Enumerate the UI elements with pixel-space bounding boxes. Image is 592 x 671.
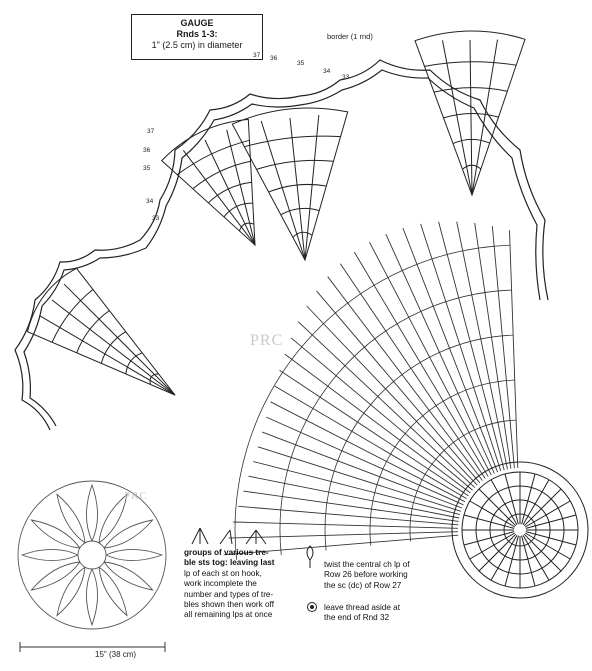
thumbnail-petal	[99, 494, 127, 543]
row-number-left: 33	[152, 215, 160, 222]
thumbnail-center	[78, 541, 106, 569]
stitch-spoke	[354, 252, 488, 477]
size-label: 15" (38 cm)	[95, 650, 137, 659]
row-number-top: 35	[297, 60, 305, 67]
watermark-flower: PRC	[124, 490, 148, 502]
round-arc	[410, 420, 516, 541]
stitch-spoke	[229, 532, 459, 538]
legend-groups-line: all remaining lps at once	[184, 610, 273, 620]
border-label: border (1 rnd)	[327, 32, 373, 41]
size-dimension-line	[20, 642, 165, 652]
pineapple-mesh-line	[470, 40, 472, 195]
row-number-top: 34	[323, 68, 331, 75]
round-arc	[280, 290, 512, 555]
watermark-center: PRC	[250, 332, 284, 349]
stitch-spoke	[492, 226, 514, 468]
gauge-title: GAUGE	[180, 18, 214, 28]
stitch-spoke	[328, 277, 483, 481]
legend-twist-line: the sc (dc) of Row 27	[324, 580, 402, 590]
legend-leave-line: leave thread aside at	[324, 603, 401, 612]
round-arc	[370, 380, 515, 546]
gauge-diameter: 1" (2.5 cm) in diameter	[151, 40, 243, 50]
stitch-spoke	[266, 417, 463, 505]
thumbnail-petal	[86, 569, 97, 625]
fan-stitch-spokes	[224, 222, 518, 555]
legend-groups-line: number and types of tre-	[184, 589, 274, 599]
stitch-spoke	[258, 447, 461, 512]
thumbnail-petal	[22, 549, 78, 560]
stitch-spoke	[340, 264, 485, 479]
legend-twist-line: twist the central ch lp of	[324, 560, 410, 569]
fan-stitch-arcs	[235, 245, 516, 560]
legend-leave	[324, 603, 452, 624]
thumbnail-petal	[31, 562, 80, 590]
gauge-rounds: Rnds 1-3:	[176, 29, 218, 39]
legend-groups-line: bles shown then work off	[184, 600, 274, 610]
thumbnail-petal	[99, 567, 127, 616]
stitch-spoke	[298, 322, 475, 488]
thumbnail-petal	[31, 520, 80, 548]
legend-twist-line: Row 26 before working	[324, 570, 408, 580]
legend-groups-line: lp of each st on hook,	[184, 568, 262, 578]
pineapple-mesh-line	[472, 40, 498, 195]
stitch-spoke	[280, 370, 469, 496]
row-number-top: 37	[253, 52, 261, 59]
row-number-left: 34	[146, 198, 154, 205]
row-number-top: 36	[270, 55, 278, 62]
thumbnail-outline	[18, 481, 166, 629]
stitch-spoke	[307, 306, 478, 485]
stitch-spoke	[475, 223, 511, 469]
stitch-spoke	[233, 522, 458, 528]
treble-group-icon	[192, 528, 208, 544]
pineapple-outline	[28, 268, 176, 395]
round-arc	[325, 335, 513, 550]
stitch-spoke	[291, 338, 473, 490]
doily-thumbnail	[18, 481, 166, 629]
thumbnail-petal	[86, 485, 97, 541]
pineapple-mesh-line	[52, 300, 175, 395]
legend-twist	[324, 560, 452, 591]
treble-group-icon	[220, 530, 232, 544]
thumbnail-petal	[57, 567, 85, 616]
thumbnail-petal	[104, 562, 153, 590]
legend-groups	[184, 548, 314, 621]
legend-leave-line: the end of Rnd 32	[324, 613, 390, 623]
center-circle	[452, 462, 588, 598]
row-number-left: 35	[143, 165, 151, 172]
stitch-spoke	[421, 224, 501, 471]
thumbnail-petal	[57, 494, 85, 543]
thumbnail-petal	[104, 520, 153, 548]
pineapple-mesh-line	[183, 150, 255, 245]
gauge-box	[131, 14, 263, 60]
stitch-spoke	[238, 506, 458, 525]
row-number-left: 36	[143, 147, 151, 154]
legend-groups-line: work incomplete the	[184, 579, 257, 589]
legend-groups-line: ble sts tog: leaving last	[184, 558, 275, 568]
stitch-spoke	[275, 386, 467, 499]
row-number-left: 37	[147, 128, 155, 135]
thumbnail-petal	[106, 549, 162, 560]
pineapple-mesh-line	[290, 118, 305, 260]
row-number-top: 33	[342, 74, 350, 81]
legend-groups-heading: groups of various tre-	[184, 548, 269, 557]
stitch-spoke	[262, 432, 462, 508]
pineapple-mesh-line	[443, 40, 473, 195]
pineapple-mesh-line	[205, 140, 255, 245]
